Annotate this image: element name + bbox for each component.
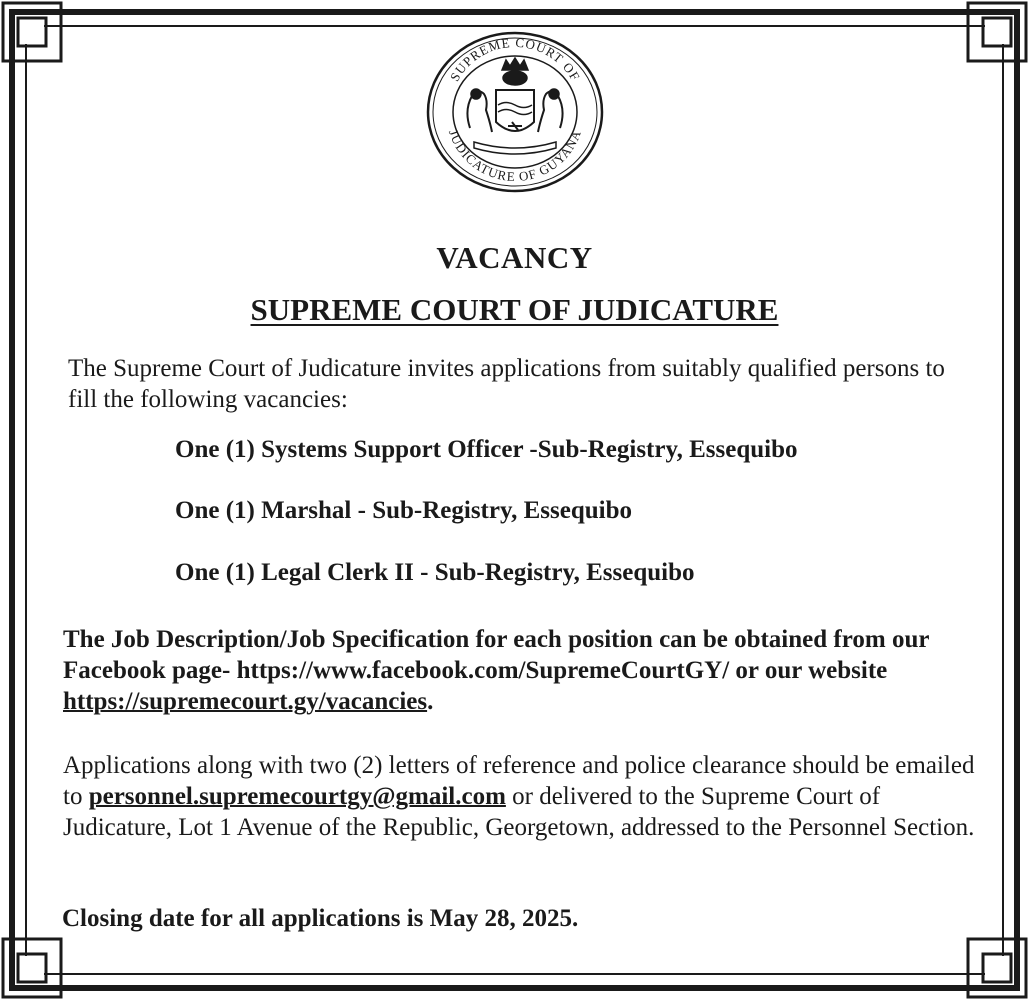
closing-date: Closing date for all applications is May 28, 2025. — [62, 905, 579, 932]
vacancies-link[interactable]: https://supremecourt.gy/vacancies — [63, 688, 428, 715]
position-item: One (1) Marshal - Sub-Registry, Essequibo — [175, 497, 632, 524]
job-description-paragraph — [63, 624, 983, 717]
applications-text: Applications along with two (2) letters of reference and police clearance should be emailed to — [63, 752, 975, 810]
applications-paragraph — [63, 750, 983, 843]
email-link[interactable]: personnel.supremecourtgy@gmail.com — [88, 783, 506, 810]
applications-text-end: or delivered to the Supreme Court of Judicature, Lot 1 Avenue of the Republic, Georgetown, addressed to the Personnel Section. — [63, 783, 975, 841]
position-item: One (1) Legal Clerk II - Sub-Registry, Essequibo — [175, 559, 695, 586]
vacancy-heading: VACANCY — [436, 240, 593, 275]
seal-top-text: SUPREME COURT OF — [446, 34, 584, 84]
court-heading: SUPREME COURT OF JUDICATURE — [250, 292, 779, 327]
job-description-period: . — [427, 688, 434, 715]
coat-of-arms-icon — [467, 58, 562, 154]
svg-text:JUDICATURE OF GUYANA — [446, 127, 584, 184]
job-description-text: The Job Description/Job Specification for each position can be obtained from our Facebook page- https://www.facebook.com/SupremeCourtGY/ or our website — [63, 626, 930, 684]
seal-bottom-text: JUDICATURE OF GUYANA — [445, 127, 585, 185]
position-item: One (1) Systems Support Officer -Sub-Registry, Essequibo — [175, 436, 798, 463]
court-seal-logo — [424, 30, 606, 194]
intro-paragraph: The Supreme Court of Judicature invites applications from suitably qualified persons to fill the following vacancies: — [68, 355, 945, 413]
